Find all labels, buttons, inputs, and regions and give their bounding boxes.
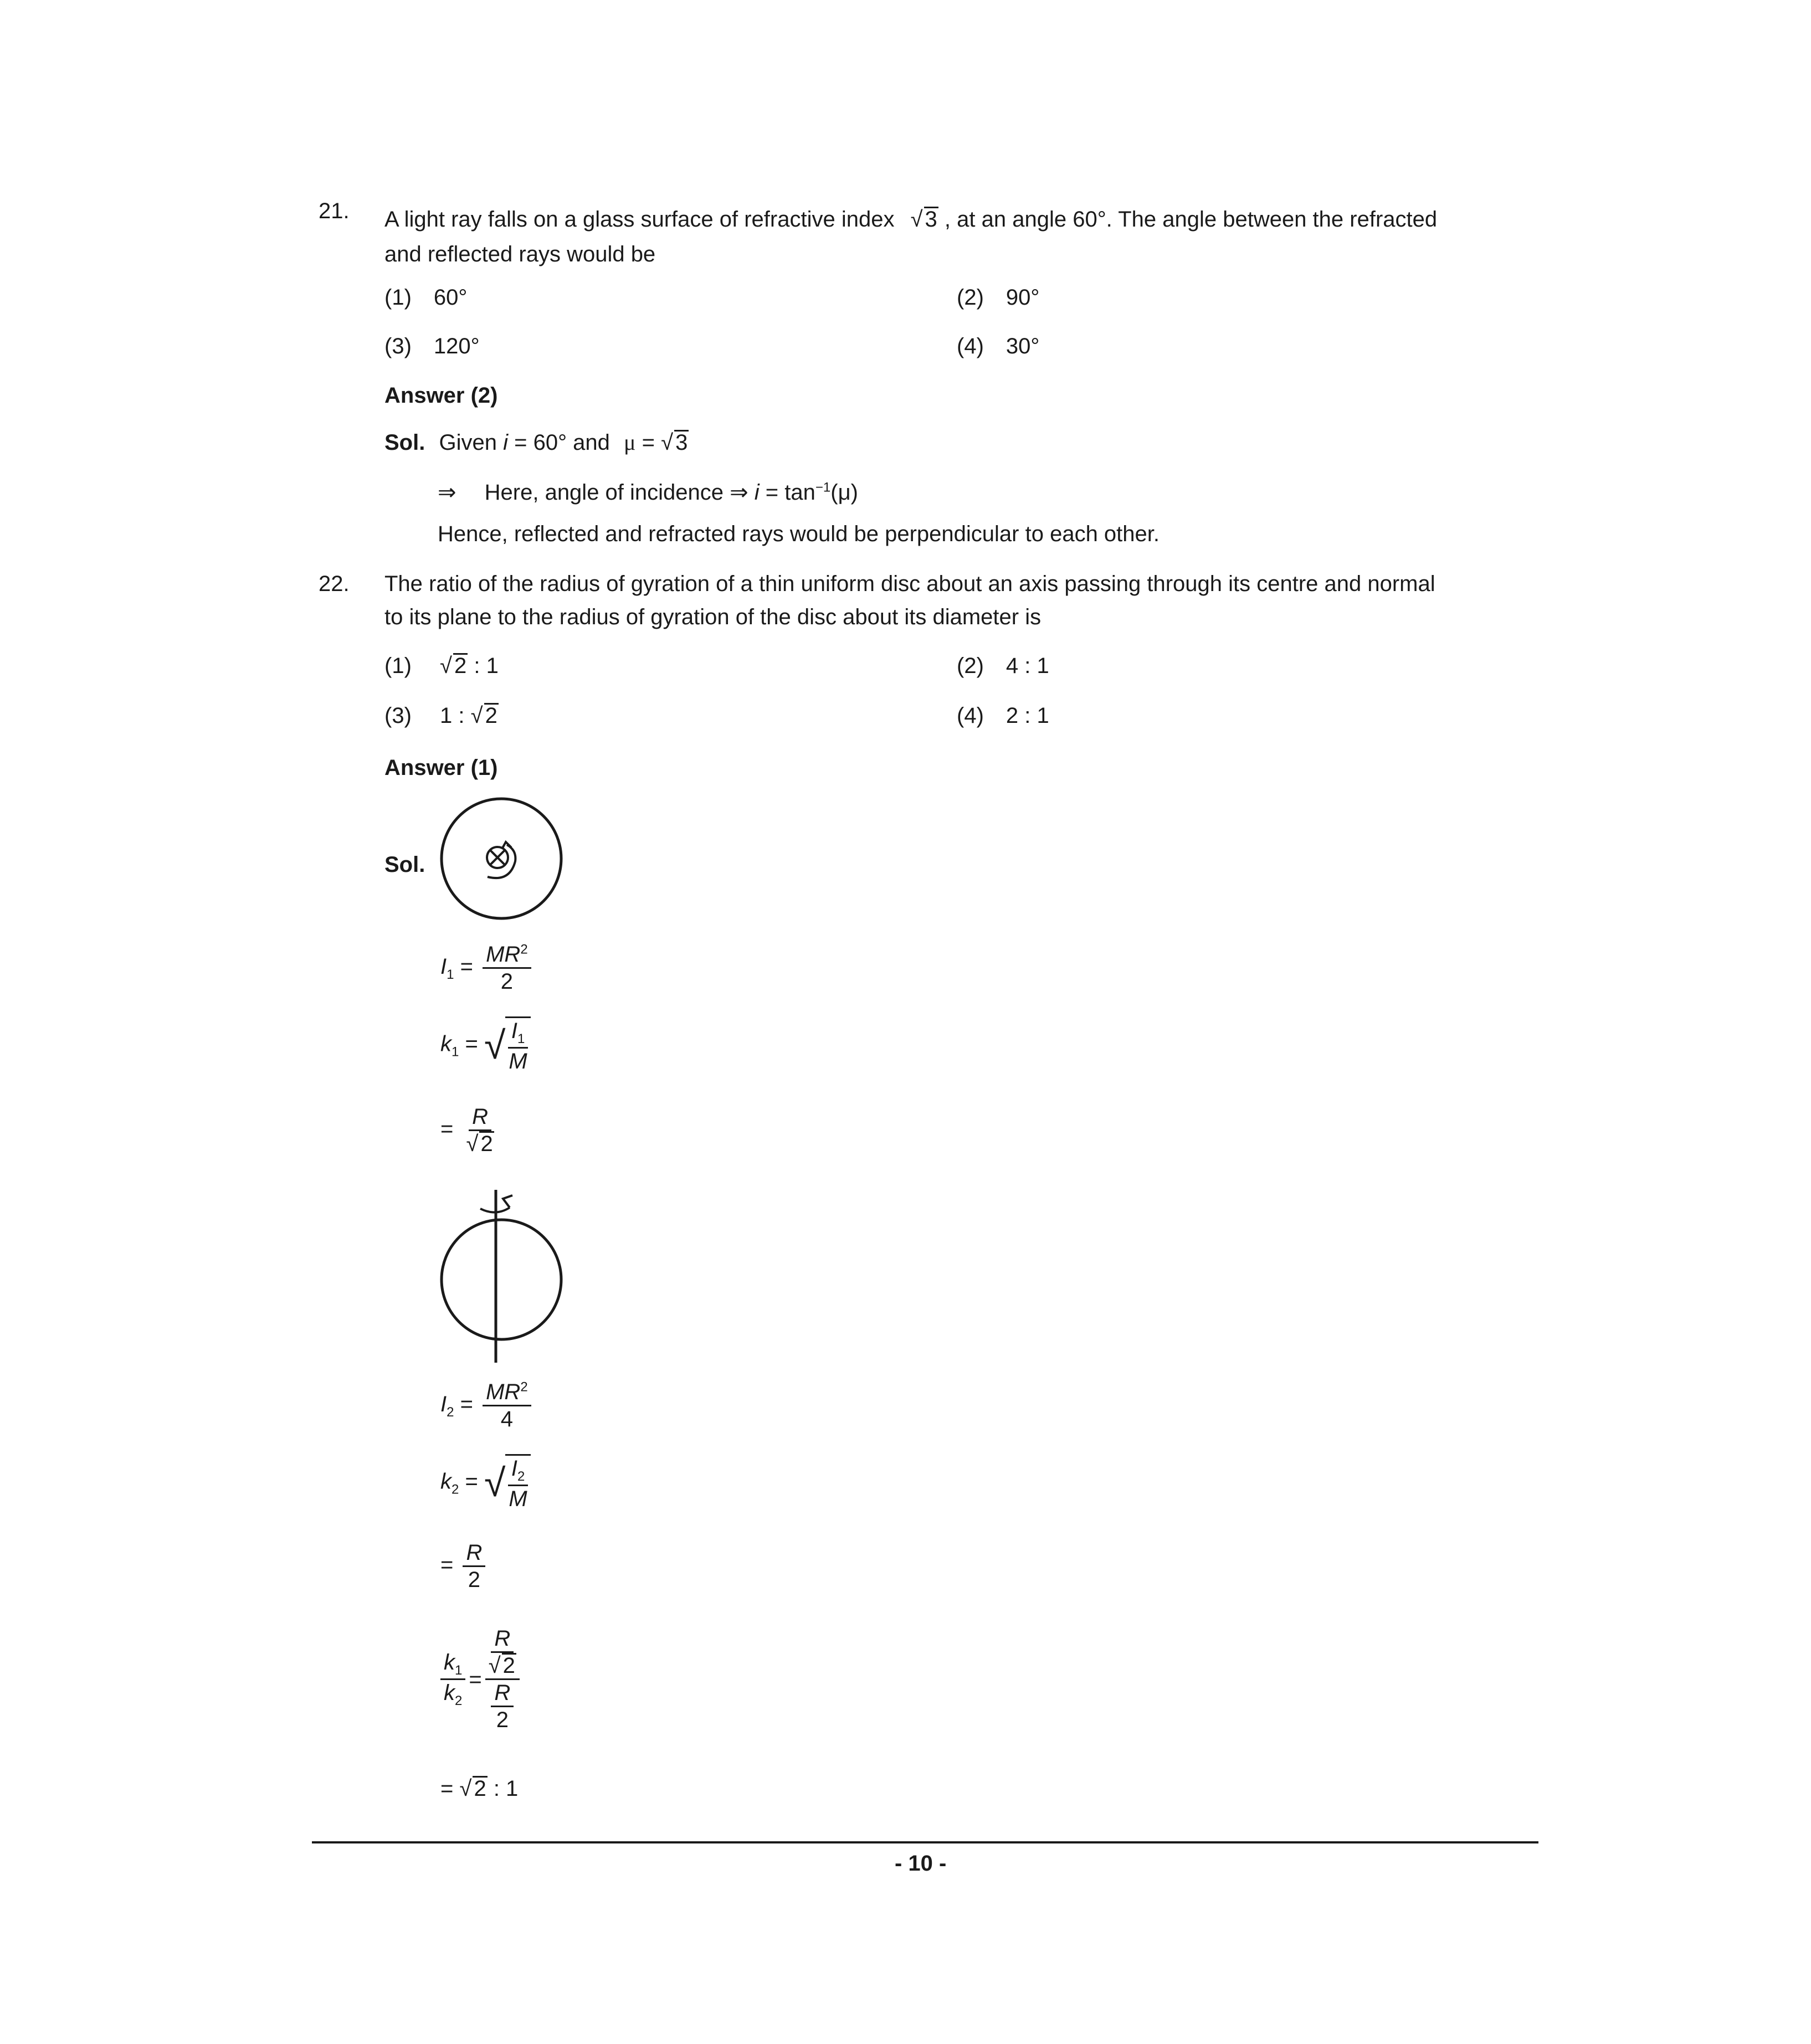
equals: = [469,1667,482,1692]
equals: = [465,1469,478,1494]
solution-text: = 60° and [514,430,610,455]
fraction-lhs [440,1650,465,1708]
subscript: 2 [455,1693,463,1708]
option-number: (3) [384,703,412,728]
q22-option-3: (3) 1 : √ 2 [384,703,497,728]
equals: = [460,1392,473,1417]
sqrt-value: 2 [474,1776,486,1801]
denominator: k [444,1681,455,1705]
fraction [483,1379,531,1432]
bottom-denominator: 2 [496,1708,509,1732]
option-number: (2) [957,654,984,678]
solution-text: = [642,430,655,455]
solution-label: Sol. [384,430,425,455]
option-number: (4) [957,334,984,358]
numerator: MR [486,1380,521,1404]
question-22-number: 22. [319,572,350,596]
fraction [505,1454,530,1512]
q21-conclusion: Hence, reflected and refracted rays would be perpendicular to each other. [438,522,1160,546]
option-number: (4) [957,703,984,728]
sqrt-value: 2 [454,654,467,678]
q21-option-3 [384,333,480,360]
q21-answer: Answer (2) [384,383,498,408]
equals: = [440,1117,454,1142]
eq-ratio [440,1626,523,1733]
fraction [483,942,531,994]
eq-final: = √ 2 : 1 [440,1776,519,1801]
page-number: - 10 - [895,1851,947,1876]
subscript: 2 [447,1405,454,1420]
denominator: 4 [500,1407,513,1431]
option-value: 30° [1005,334,1040,358]
sqrt-value: 3 [925,207,937,232]
disc-normal-axis-figure [432,789,576,928]
numerator: R [469,1104,491,1131]
bottom-numerator: R [491,1680,514,1707]
option-value: 90° [1005,285,1040,310]
disc-diameter-axis-figure [432,1185,576,1368]
q21-option-2 [957,284,1039,311]
sqrt-value: 2 [480,1132,493,1156]
denominator: M [509,1049,527,1074]
numerator: I [511,1019,517,1043]
sqrt-value: 3 [675,430,688,455]
implies-arrow: ⇒ [438,480,456,505]
q22-option-2 [957,653,1049,679]
denominator: 2 [468,1568,481,1592]
option-value: 4 : 1 [1005,654,1049,678]
option-number: (2) [957,285,984,310]
question-21-text-line1: A light ray falls on a glass surface of refractive index √ 3 , at an angle 60°. The angle between the refracted [384,207,1438,232]
var-k: k [440,1031,452,1056]
footer-rule [312,1841,1538,1843]
top-numerator: R [491,1626,514,1653]
ratio-tail: : 1 [493,1776,519,1801]
option-number: (1) [384,285,412,310]
eq-I1 [440,942,535,994]
var-k: k [440,1469,452,1494]
q22-option-1: (1) √ 2 : 1 [384,654,499,678]
q21-option-1 [384,284,467,311]
subscript: 2 [517,1469,525,1484]
question-text: A light ray falls on a glass surface of refractive index [384,207,895,232]
denominator: 2 [500,969,513,994]
subscript: 1 [517,1031,525,1046]
superscript: 2 [520,942,528,957]
eq-k2-result [440,1540,489,1593]
q21-solution-step [438,479,858,506]
denominator: M [509,1486,527,1511]
q22-answer: Answer (1) [384,756,498,780]
symbol-i: i [754,480,760,505]
option-number: (1) [384,654,412,678]
subscript: 2 [452,1482,459,1497]
solution-text: (μ) [830,480,858,505]
q21-option-4 [957,333,1039,360]
subscript: 1 [455,1663,463,1678]
sqrt-value: 2 [485,703,497,728]
solution-text: Given [439,430,497,455]
option-value: 120° [433,334,480,358]
subscript: 1 [452,1044,459,1060]
superscript: 2 [520,1379,528,1395]
solution-text: Here, angle of incidence ⇒ [484,480,748,505]
equals: = [440,1776,454,1801]
symbol-i: i [503,430,508,455]
eq-k2: $k_2$ = √ $\frac{I_2}{M}$ [440,1454,534,1512]
superscript: −1 [815,480,831,495]
compound-fraction: R √ 2 R 2 [485,1626,520,1733]
eq-I2 [440,1379,535,1432]
fraction: $\frac{R}{√ 2}$ [466,1105,493,1156]
question-21-text-line2: and reflected rays would be [384,242,656,266]
equals: = [460,954,473,979]
q22-option-4 [957,702,1049,729]
question-22-text-line2: to its plane to the radius of gyration of the disc about its diameter is [384,605,1042,629]
option-value: 60° [433,285,468,310]
var-I: I [440,1392,447,1417]
var-I: I [440,954,447,979]
numerator: R [463,1540,485,1567]
option-value: : 1 [474,654,499,678]
question-21-number: 21. [319,199,350,223]
sqrt-value: 2 [502,1653,515,1678]
question-22-text-line1: The ratio of the radius of gyration of a thin uniform disc about an axis passing through its centre and normal [384,572,1435,596]
option-number: (3) [384,334,412,358]
option-value: 2 : 1 [1005,703,1049,728]
question-text: , at an angle 60°. The angle between the refracted [944,207,1438,232]
equals: = [465,1031,478,1056]
equals: = [440,1553,454,1578]
fraction [463,1540,485,1593]
eq-k1: $k_1$ = √ $\frac{I_1}{M}$ [440,1016,534,1074]
symbol-mu: μ [624,430,636,455]
solution-text: = tan [765,480,815,505]
numerator: k [444,1650,455,1675]
option-value: 1 : [440,703,465,728]
numerator: MR [486,942,521,967]
fraction [505,1016,530,1074]
q22-solution-label: Sol. [384,852,425,877]
q21-solution-line1: Sol. Given i = 60° and μ = √ 3 [384,430,688,455]
eq-k1-result [440,1104,501,1157]
numerator: I [511,1456,517,1481]
subscript: 1 [447,967,454,983]
